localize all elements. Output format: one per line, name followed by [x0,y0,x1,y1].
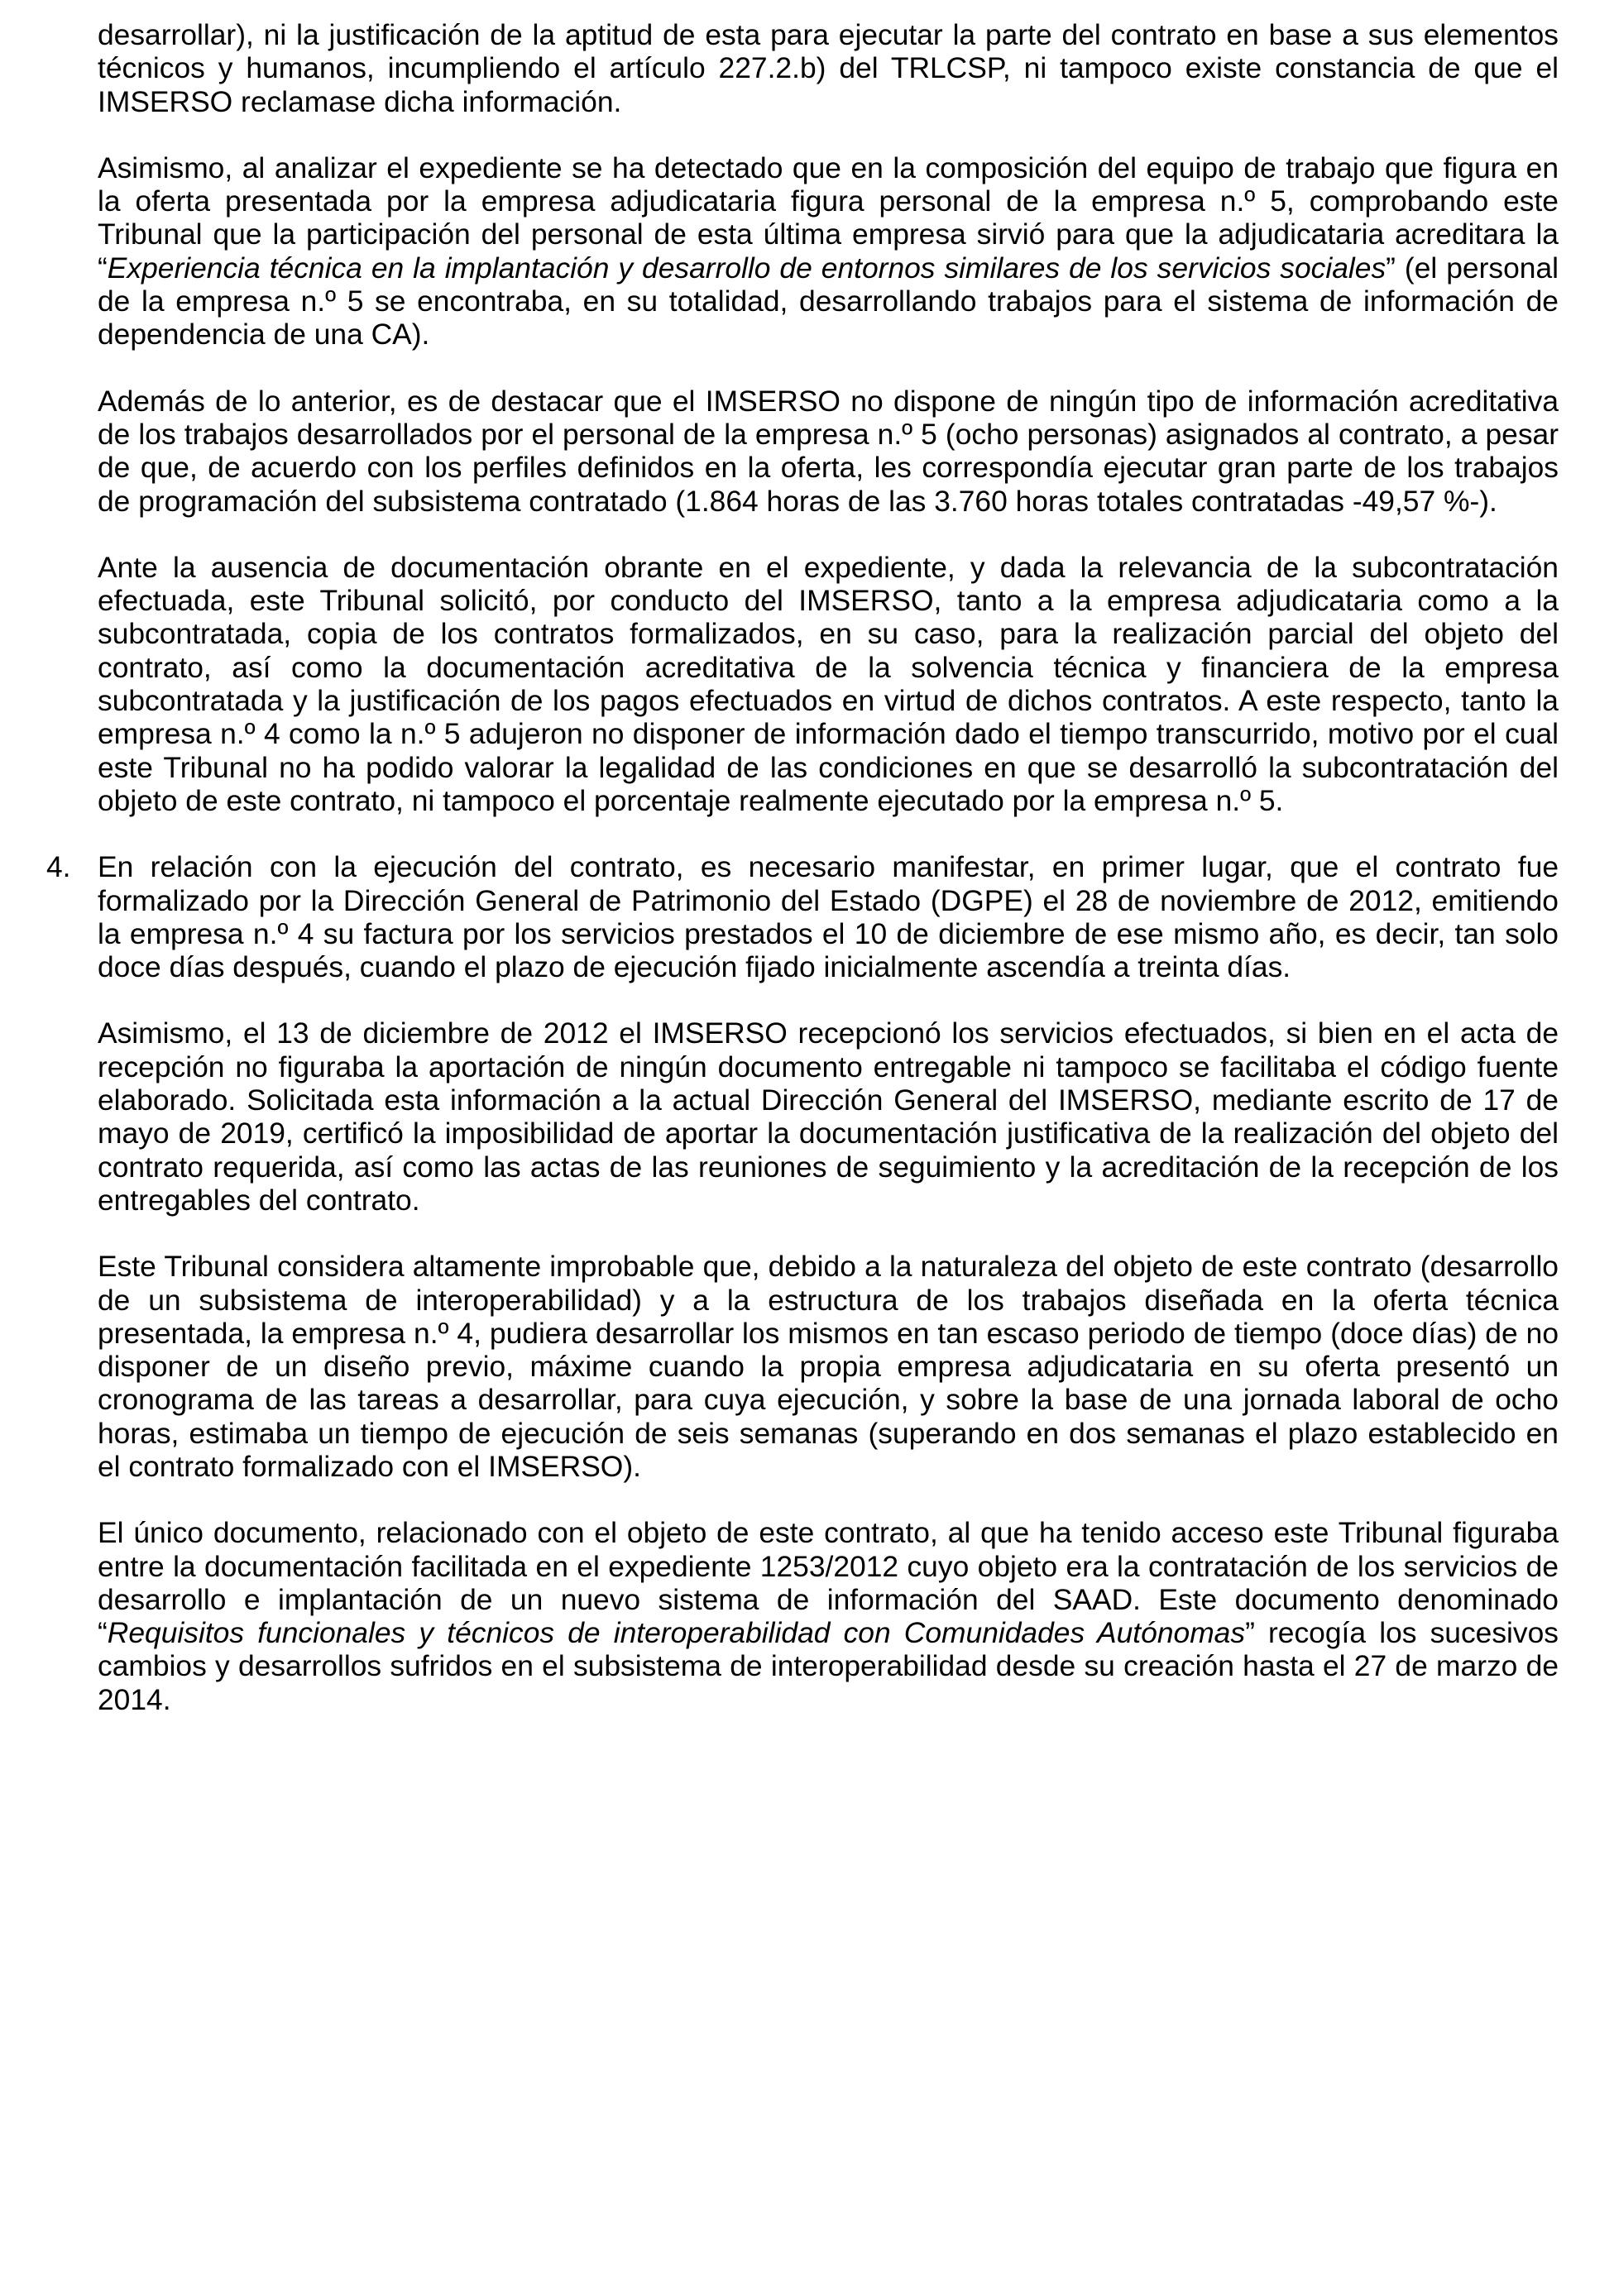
paragraph-unico-documento [98,1516,1559,1716]
paragraph-text: El único documento, relacionado con el objeto de este contrato, al que ha tenido acceso este Tribunal figuraba entre la documentación facilitada en el expediente 1253/2012 cuyo objeto era la contratación de los servicios de desarrollo e implantación de un nuevo sistema de información del SAAD. Este documento denominado “ [98,1516,1559,1650]
list-item-number: 4. [46,850,71,884]
paragraph-improbable: Este Tribunal considera altamente improbable que, debido a la naturaleza del objeto de este contrato (desarrollo de un subsistema de interoperabilidad) y a la estructura de los trabajos diseñada en la oferta técnica presentada, la empresa n.º 4, pudiera desarrollar los mismos en tan escaso periodo de tiempo (doce días) de no disponer de un diseño previo, máxime cuando la propia empresa adjudicataria en su oferta presentó un cronograma de las tareas a desarrollar, para cuya ejecución, y sobre la base de una jornada laboral de ocho horas, estimaba un tiempo de ejecución de seis semanas (superando en dos semanas el plazo establecido en el contrato formalizado con el IMSERSO). [98,1250,1559,1483]
paragraph-informacion-personal: Además de lo anterior, es de destacar que el IMSERSO no dispone de ningún tipo de información acreditativa de los trabajos desarrollados por el personal de la empresa n.º 5 (ocho personas) asignados al contrato, a pesar de que, de acuerdo con los perfiles definidos en la oferta, les correspondía ejecutar gran parte de los trabajos de programación del subsistema contratado (1.864 horas de las 3.760 horas totales contratadas -49,57 %-). [98,384,1559,518]
paragraph-text: Asimismo, al analizar el expediente se ha detectado que en la composición del equipo de trabajo que figura en la oferta presentada por la empresa adjudicataria figura personal de la empresa n.º 5, comprobando este Tribunal que la participación del personal de esta última empresa sirvió para que la adjudicataria acreditara la “ [98,151,1559,285]
italic-quote: Experiencia técnica en la implantación y desarrollo de entornos similares de los servicios sociales [107,251,1387,285]
paragraph-recepcion: Asimismo, el 13 de diciembre de 2012 el IMSERSO recepcionó los servicios efectuados, si bien en el acta de recepción no figuraba la aportación de ningún documento entregable ni tampoco se facilitaba el código fuente elaborado. Solicitada esta información a la actual Dirección General del IMSERSO, mediante escrito de 17 de mayo de 2019, certificó la imposibilidad de aportar la documentación justificativa de la realización del objeto del contrato requerida, así como las actas de las reuniones de seguimiento y la acreditación de la recepción de los entregables del contrato. [98,1016,1559,1217]
list-item-4 [46,850,1559,984]
paragraph-justificacion: desarrollar), ni la justificación de la aptitud de esta para ejecutar la parte del contrato en base a sus elementos técnicos y humanos, incumpliendo el artículo 227.2.b) del TRLCSP, ni tampoco existe constancia de que el IMSERSO reclamase dicha información. [98,18,1559,118]
italic-quote: Requisitos funcionales y técnicos de interoperabilidad con Comunidades Autónomas [107,1616,1246,1650]
paragraph-subcontratacion: Ante la ausencia de documentación obrante en el expediente, y dada la relevancia de la subcontratación efectuada, este Tribunal solicitó, por conducto del IMSERSO, tanto a la empresa adjudicataria como a la subcontratada, copia de los contratos formalizados, en su caso, para la realización parcial del objeto del contrato, así como la documentación acreditativa de la solvencia técnica y financiera de la empresa subcontratada y la justificación de los pagos efectuados en virtud de dichos contratos. A este respecto, tanto la empresa n.º 4 como la n.º 5 adujeron no disponer de información dado el tiempo transcurrido, motivo por el cual este Tribunal no ha podido valorar la legalidad de las condiciones en que se desarrolló la subcontratación del objeto de este contrato, ni tampoco el porcentaje realmente ejecutado por la empresa n.º 5. [98,550,1559,817]
paragraph-equipo-trabajo [98,151,1559,352]
paragraph-text: ” (el personal de la empresa n.º 5 se encontraba, en su totalidad, desarrollando trabajos para el sistema de información de dependencia de una CA). [98,251,1559,352]
body-text [46,18,1559,1716]
list-item-text: En relación con la ejecución del contrato, es necesario manifestar, en primer lugar, que el contrato fue formalizado por la Dirección General de Patrimonio del Estado (DGPE) el 28 de noviembre de 2012, emitiendo la empresa n.º 4 su factura por los servicios prestados el 10 de diciembre de ese mismo año, es decir, tan solo doce días después, cuando el plazo de ejecución fijado inicialmente ascendía a treinta días. [98,850,1559,984]
paragraph-text: ” recogía los sucesivos cambios y desarrollos sufridos en el subsistema de interoperabilidad desde su creación hasta el 27 de marzo de 2014. [98,1616,1559,1716]
